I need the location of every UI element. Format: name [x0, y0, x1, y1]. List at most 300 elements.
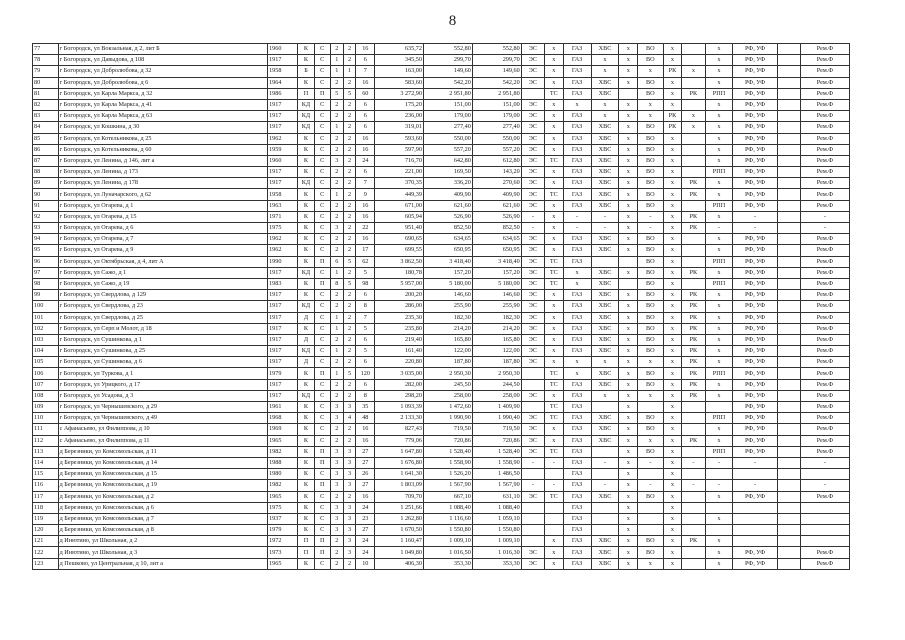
table-cell: 2 — [343, 424, 356, 435]
table-cell: РФ, УФ — [733, 55, 777, 66]
table-cell: 1 528,40 — [472, 446, 521, 457]
table-cell: ВО — [638, 178, 664, 189]
table-cell: 1917 — [268, 312, 298, 323]
table-cell: 16 — [356, 133, 375, 144]
table-cell: ВО — [638, 301, 664, 312]
table-cell: х — [663, 200, 682, 211]
table-cell: ЭС — [521, 122, 544, 133]
table-cell: К — [298, 211, 314, 222]
table-cell: 3 — [343, 525, 356, 536]
table-cell: 3 — [343, 469, 356, 480]
table-cell — [705, 469, 733, 480]
table-cell — [777, 536, 800, 547]
table-cell: х — [544, 547, 563, 558]
table-cell: ХВС — [591, 413, 619, 424]
table-cell: х — [619, 167, 638, 178]
table-row — [33, 446, 850, 457]
table-cell: 542,20 — [423, 77, 472, 88]
table-cell: ХВС — [591, 167, 619, 178]
table-cell: х — [544, 44, 563, 55]
table-cell: 2 — [330, 379, 343, 390]
table-cell: 406,30 — [375, 558, 424, 569]
table-row — [33, 469, 850, 480]
table-cell: ВО — [638, 413, 664, 424]
table-cell: ЭС — [521, 278, 544, 289]
table-cell: 27 — [356, 525, 375, 536]
table-cell: 634,65 — [423, 234, 472, 245]
table-cell: 3 — [343, 513, 356, 524]
table-cell: 1 409,90 — [472, 402, 521, 413]
table-cell: КД — [298, 267, 314, 278]
table-cell: х — [705, 390, 733, 401]
table-cell: х — [663, 290, 682, 301]
table-cell: К — [298, 323, 314, 334]
table-cell: С — [314, 379, 330, 390]
table-cell — [800, 469, 849, 480]
table-cell: х — [619, 469, 638, 480]
table-cell: Рем.Ф — [800, 278, 849, 289]
table-cell: х — [544, 167, 563, 178]
table-cell: х — [663, 323, 682, 334]
table-cell: - — [544, 480, 563, 491]
table-cell: 221,00 — [375, 167, 424, 178]
table-cell: ВО — [638, 167, 664, 178]
table-cell: х — [663, 278, 682, 289]
table-cell: х — [663, 189, 682, 200]
table-cell: ГАЗ — [563, 200, 591, 211]
table-cell: х — [682, 122, 705, 133]
table-cell — [521, 379, 544, 390]
table-cell: 3 — [343, 402, 356, 413]
table-cell: 24 — [356, 155, 375, 166]
table-cell: 1 472,60 — [423, 402, 472, 413]
table-cell: К — [298, 379, 314, 390]
table-cell: ГАЗ — [563, 301, 591, 312]
table-cell: Д — [298, 357, 314, 368]
table-cell: ГАЗ — [563, 525, 591, 536]
table-cell: г Богородск, ул Огарева, д 9 — [58, 245, 267, 256]
table-cell: 108 — [33, 390, 59, 401]
table-row — [33, 390, 850, 401]
table-cell: ГАЗ — [563, 334, 591, 345]
table-cell — [591, 446, 619, 457]
table-cell — [682, 525, 705, 536]
table-cell: К — [298, 55, 314, 66]
table-cell: 182,30 — [423, 312, 472, 323]
table-cell: РК — [682, 301, 705, 312]
table-cell: Рем.Ф — [800, 346, 849, 357]
table-cell: 81 — [33, 88, 59, 99]
table-cell: 2 — [330, 200, 343, 211]
table-cell: ГАЗ — [563, 55, 591, 66]
table-cell: х — [619, 424, 638, 435]
table-cell — [682, 133, 705, 144]
table-cell: д Инютино, ул Школьная, д 2 — [58, 536, 267, 547]
table-cell: ЭС — [521, 55, 544, 66]
table-cell: х — [544, 77, 563, 88]
table-cell — [777, 111, 800, 122]
table-cell: К — [298, 402, 314, 413]
table-cell: 605,94 — [375, 211, 424, 222]
table-cell: 116 — [33, 480, 59, 491]
table-cell: Рем.Ф — [800, 435, 849, 446]
table-cell: 24 — [356, 536, 375, 547]
table-row — [33, 278, 850, 289]
table-cell: х — [619, 334, 638, 345]
table-cell: РПП — [705, 278, 733, 289]
table-cell — [777, 346, 800, 357]
table-cell: х — [663, 558, 682, 569]
table-cell: 77 — [33, 44, 59, 55]
table-cell: 86 — [33, 144, 59, 155]
table-cell — [733, 513, 777, 524]
table-cell: Рем.Ф — [800, 155, 849, 166]
table-cell: х — [544, 133, 563, 144]
table-cell: 1 — [330, 55, 343, 66]
table-cell: х — [638, 357, 664, 368]
table-cell: РПП — [705, 88, 733, 99]
table-cell: 3 — [330, 446, 343, 457]
table-cell: х — [663, 155, 682, 166]
table-cell: 1 088,40 — [472, 502, 521, 513]
table-cell: 3 418,40 — [472, 256, 521, 267]
table-cell: х — [544, 435, 563, 446]
table-cell: РК — [682, 211, 705, 222]
table-cell: Рем.Ф — [800, 111, 849, 122]
table-cell — [777, 290, 800, 301]
table-cell: х — [563, 278, 591, 289]
table-cell — [591, 525, 619, 536]
table-cell: 6 — [356, 290, 375, 301]
table-cell: РФ, УФ — [733, 234, 777, 245]
table-cell: х — [619, 536, 638, 547]
table-cell: 1983 — [268, 278, 298, 289]
table-cell: х — [705, 558, 733, 569]
table-cell: 5 957,00 — [375, 278, 424, 289]
table-cell: С — [314, 525, 330, 536]
table-cell: ЭС — [521, 323, 544, 334]
table-cell: 1 803,09 — [375, 480, 424, 491]
table-cell: х — [544, 234, 563, 245]
table-cell: 23 — [356, 513, 375, 524]
table-cell — [682, 278, 705, 289]
table-row — [33, 99, 850, 110]
table-cell: ХВС — [591, 424, 619, 435]
table-cell: К — [298, 44, 314, 55]
table-cell: х — [663, 525, 682, 536]
table-cell: ГАЗ — [563, 111, 591, 122]
table-row — [33, 88, 850, 99]
table-cell: 2 — [330, 435, 343, 446]
table-cell: х — [544, 55, 563, 66]
table-cell: П — [314, 278, 330, 289]
table-cell — [777, 133, 800, 144]
table-cell — [638, 525, 664, 536]
table-cell: х — [619, 55, 638, 66]
table-cell: Рем.Ф — [800, 234, 849, 245]
table-cell: 6 — [356, 111, 375, 122]
table-cell: 6 — [356, 55, 375, 66]
table-cell: РФ, УФ — [733, 547, 777, 558]
table-cell — [619, 88, 638, 99]
table-cell: х — [638, 435, 664, 446]
table-cell: ГАЗ — [563, 346, 591, 357]
table-cell: х — [705, 66, 733, 77]
table-row — [33, 536, 850, 547]
table-cell: 89 — [33, 178, 59, 189]
table-cell: 1 — [330, 122, 343, 133]
table-cell: РФ, УФ — [733, 99, 777, 110]
table-cell: РФ, УФ — [733, 155, 777, 166]
table-cell: х — [544, 200, 563, 211]
table-cell: х — [705, 547, 733, 558]
table-cell: х — [705, 301, 733, 312]
table-cell: ГАЗ — [563, 491, 591, 502]
table-cell — [682, 558, 705, 569]
table-cell — [544, 469, 563, 480]
table-cell: д Березники, ул Комсомольская, д 2 — [58, 491, 267, 502]
table-cell: х — [663, 99, 682, 110]
table-cell: 2 — [343, 211, 356, 222]
table-row — [33, 133, 850, 144]
table-cell: х — [663, 178, 682, 189]
table-cell: Рем.Ф — [800, 44, 849, 55]
table-cell: ГАЗ — [563, 435, 591, 446]
table-cell: х — [663, 256, 682, 267]
table-cell: РПП — [705, 256, 733, 267]
table-cell: 277,40 — [472, 122, 521, 133]
table-cell: ХВС — [591, 435, 619, 446]
table-cell: ХВС — [591, 245, 619, 256]
table-cell: 1 676,80 — [375, 457, 424, 468]
table-cell: 1 251,66 — [375, 502, 424, 513]
table-cell: х — [638, 99, 664, 110]
table-cell: 277,40 — [423, 122, 472, 133]
table-cell: РК — [682, 346, 705, 357]
table-cell: Рем.Ф — [800, 55, 849, 66]
table-cell: ВО — [638, 368, 664, 379]
table-cell: 597,90 — [375, 144, 424, 155]
table-cell: К — [298, 368, 314, 379]
table-cell — [777, 312, 800, 323]
table-cell: - — [521, 211, 544, 222]
table-cell: РФ, УФ — [733, 66, 777, 77]
table-cell: 163,00 — [375, 66, 424, 77]
table-cell: 282,00 — [375, 379, 424, 390]
table-cell: Рем.Ф — [800, 390, 849, 401]
table-cell: ВО — [638, 200, 664, 211]
table-cell: 2 — [330, 77, 343, 88]
table-cell: 80 — [33, 77, 59, 88]
table-cell: г Богородск, ул Добролюбова, д 6 — [58, 77, 267, 88]
table-row — [33, 502, 850, 513]
table-cell: г Богородск, ул Ленина, д 146, лит а — [58, 155, 267, 166]
table-cell: х — [619, 111, 638, 122]
table-cell: х — [619, 547, 638, 558]
table-row — [33, 167, 850, 178]
table-cell: С — [314, 413, 330, 424]
table-cell: 1917 — [268, 379, 298, 390]
table-cell: х — [544, 66, 563, 77]
table-cell: ГАЗ — [563, 424, 591, 435]
table-cell: г Богородск, ул Сушинкова, д 25 — [58, 346, 267, 357]
table-cell: 1982 — [268, 480, 298, 491]
table-cell: 635,72 — [375, 44, 424, 55]
table-cell: ГАЗ — [563, 178, 591, 189]
table-cell — [777, 513, 800, 524]
table-cell: РФ, УФ — [733, 290, 777, 301]
table-cell: ЭС — [521, 155, 544, 166]
table-cell: - — [521, 457, 544, 468]
table-cell: Б — [298, 66, 314, 77]
table-cell: С — [314, 424, 330, 435]
table-cell: 157,20 — [423, 267, 472, 278]
table-cell: 219,40 — [375, 334, 424, 345]
table-cell: х — [705, 323, 733, 334]
table-cell: ГАЗ — [563, 312, 591, 323]
table-cell: 2 — [330, 144, 343, 155]
table-cell: х — [619, 480, 638, 491]
table-cell: 1961 — [268, 402, 298, 413]
table-cell: 1 558,90 — [423, 457, 472, 468]
table-cell — [682, 44, 705, 55]
table-cell: ГАЗ — [563, 122, 591, 133]
table-cell: х — [663, 469, 682, 480]
table-cell: г Богородск, ул Огарева, д 15 — [58, 211, 267, 222]
table-cell: ЭС — [521, 256, 544, 267]
table-cell: 6 — [356, 99, 375, 110]
table-cell: 1972 — [268, 536, 298, 547]
table-cell: 720,86 — [472, 435, 521, 446]
table-cell: 101 — [33, 312, 59, 323]
table-cell: 92 — [33, 211, 59, 222]
table-cell: х — [663, 144, 682, 155]
table-cell: КД — [298, 122, 314, 133]
table-cell: 179,00 — [423, 111, 472, 122]
table-cell: Рем.Ф — [800, 178, 849, 189]
table-cell: х — [663, 457, 682, 468]
table-cell: 557,20 — [472, 144, 521, 155]
table-cell: Д — [298, 312, 314, 323]
table-cell: 1 016,50 — [423, 547, 472, 558]
table-cell: 583,60 — [375, 77, 424, 88]
table-cell: 161,40 — [375, 346, 424, 357]
table-cell: ТС — [544, 491, 563, 502]
table-cell: С — [314, 301, 330, 312]
table-cell — [777, 368, 800, 379]
table-cell: х — [619, 502, 638, 513]
table-cell: Рем.Ф — [800, 413, 849, 424]
table-cell: х — [619, 558, 638, 569]
table-cell: 10 — [356, 558, 375, 569]
table-cell: ЭС — [521, 435, 544, 446]
table-cell: Рем.Ф — [800, 167, 849, 178]
table-cell: 123 — [33, 558, 59, 569]
table-cell: 550,00 — [423, 133, 472, 144]
table-cell: Рем.Ф — [800, 446, 849, 457]
table-cell: 2 — [343, 167, 356, 178]
table-cell: С — [314, 346, 330, 357]
table-cell: К — [298, 413, 314, 424]
table-cell: К — [298, 480, 314, 491]
table-cell — [682, 413, 705, 424]
table-cell: ГАЗ — [563, 457, 591, 468]
table-cell: 5 — [356, 267, 375, 278]
table-cell: 3 — [343, 547, 356, 558]
table-cell: ЭС — [521, 390, 544, 401]
table-cell: х — [544, 99, 563, 110]
table-cell: 169,50 — [423, 167, 472, 178]
table-cell: РФ, УФ — [733, 558, 777, 569]
table-cell: 2 — [343, 312, 356, 323]
table-row — [33, 189, 850, 200]
table-cell: 2 — [330, 211, 343, 222]
table-cell: 3 — [330, 525, 343, 536]
table-cell: 258,00 — [472, 390, 521, 401]
table-cell: РК — [663, 122, 682, 133]
table-cell: П — [314, 446, 330, 457]
table-cell: 1917 — [268, 323, 298, 334]
table-cell — [777, 446, 800, 457]
table-cell — [777, 457, 800, 468]
table-cell — [777, 491, 800, 502]
table-cell: х — [705, 435, 733, 446]
table-cell: Рем.Ф — [800, 122, 849, 133]
table-cell: 699,55 — [375, 245, 424, 256]
table-cell: С — [314, 55, 330, 66]
table-cell — [521, 368, 544, 379]
table-row — [33, 155, 850, 166]
table-cell: г Богородск, ул Урицкого, д 17 — [58, 379, 267, 390]
table-cell: 667,10 — [423, 491, 472, 502]
table-cell: 2 — [343, 111, 356, 122]
table-cell: 1971 — [268, 211, 298, 222]
table-cell: 2 — [343, 267, 356, 278]
table-cell: КД — [298, 111, 314, 122]
table-cell: х — [663, 77, 682, 88]
table-cell: х — [705, 357, 733, 368]
table-cell: х — [619, 435, 638, 446]
table-cell: КД — [298, 301, 314, 312]
table-cell: 6 — [356, 334, 375, 345]
table-cell: С — [314, 513, 330, 524]
table-cell: Рем.Ф — [800, 144, 849, 155]
table-cell: РК — [682, 267, 705, 278]
table-cell: 165,80 — [423, 334, 472, 345]
table-cell: Рем.Ф — [800, 267, 849, 278]
table-cell: 5 — [343, 368, 356, 379]
table-cell: г Богородск, ул Карла Маркса, д 63 — [58, 111, 267, 122]
table-cell: С — [314, 234, 330, 245]
table-cell: П — [314, 88, 330, 99]
table-row — [33, 334, 850, 345]
table-cell: 1 088,40 — [423, 502, 472, 513]
table-cell — [682, 502, 705, 513]
table-cell: 1979 — [268, 525, 298, 536]
table-cell: РК — [682, 223, 705, 234]
table-cell: х — [619, 234, 638, 245]
table-cell: 6 — [356, 167, 375, 178]
table-cell: РК — [682, 379, 705, 390]
table-row — [33, 312, 850, 323]
table-cell: х — [638, 111, 664, 122]
table-cell — [777, 223, 800, 234]
table-cell: ВО — [638, 334, 664, 345]
table-cell: ГАЗ — [563, 77, 591, 88]
table-cell: х — [619, 525, 638, 536]
table-cell: 2 — [343, 346, 356, 357]
table-cell: 149,60 — [472, 66, 521, 77]
